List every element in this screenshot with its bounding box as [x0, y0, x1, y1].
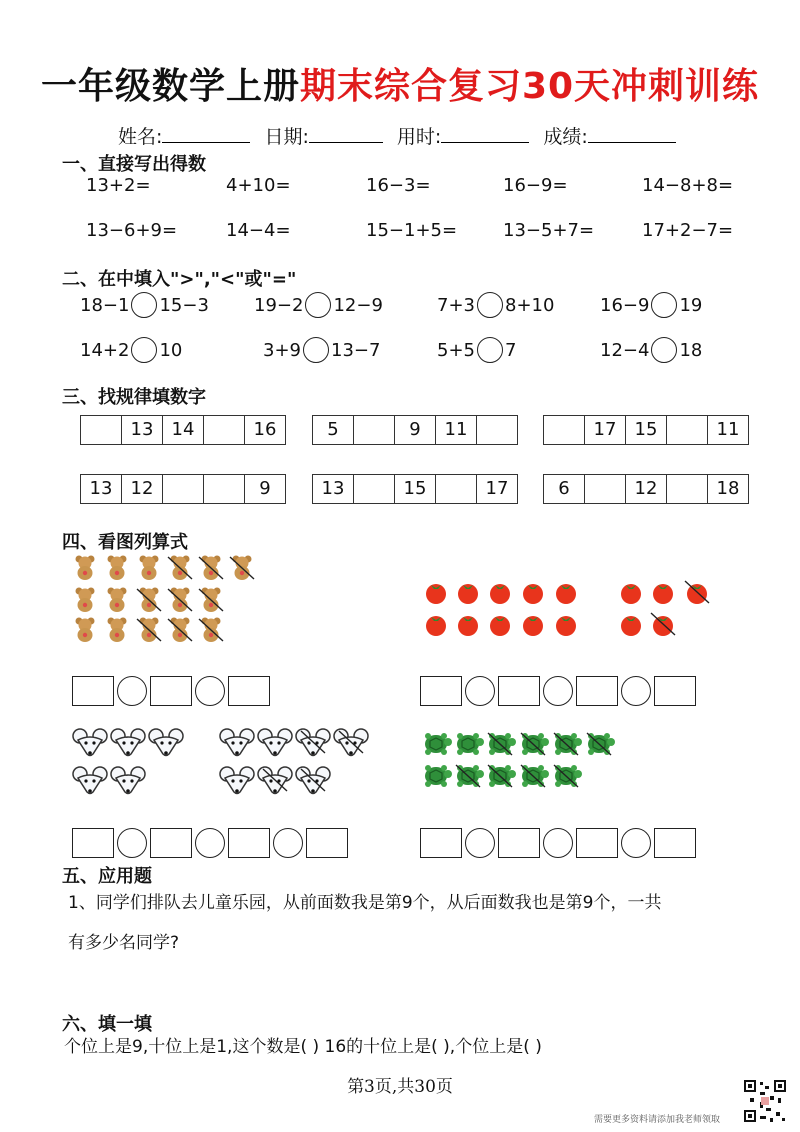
seq-cell[interactable]: 11	[707, 416, 748, 444]
seq-cell[interactable]: 5	[327, 419, 339, 440]
page-number: 第3页,共30页	[347, 1077, 453, 1097]
qr-caption: 需要更多资料请添加我老师领取	[594, 1115, 721, 1125]
title-black: 一年级数学上册	[40, 66, 300, 107]
word-problem-line-2: 有多少名同学?	[68, 933, 180, 953]
equation-row	[420, 828, 699, 858]
operator-circle[interactable]	[273, 828, 303, 858]
s1-problem: 17+2−7=	[642, 220, 734, 241]
s1-problem: 16−9=	[503, 175, 568, 196]
seq-cell[interactable]: 16	[244, 416, 285, 444]
s1-problem: 14−4=	[226, 220, 291, 241]
title-red: 期末综合复习30天冲刺训练	[299, 66, 760, 107]
section-3-heading: 三、找规律填数字	[62, 387, 206, 408]
operator-circle[interactable]	[465, 828, 495, 858]
answer-box[interactable]	[72, 828, 114, 858]
seq-cell[interactable]: 17	[584, 416, 625, 444]
seq-cell[interactable]: 15	[625, 416, 666, 444]
answer-box[interactable]	[150, 676, 192, 706]
seq-cell[interactable]: 12	[625, 475, 666, 503]
compare-right: 18	[679, 339, 703, 361]
word-problem-line-1: 1、同学们排队去儿童乐园，从前面数我是第9个，从后面数我也是第9个，一共	[68, 893, 662, 913]
s1-problem: 13−5+7=	[503, 220, 595, 241]
operator-circle[interactable]	[117, 676, 147, 706]
answer-box[interactable]	[576, 828, 618, 858]
compare-right: 12−9	[333, 294, 383, 316]
s1-problem: 15−1+5=	[366, 220, 458, 241]
turtle-group	[425, 733, 615, 787]
operator-circle[interactable]	[543, 828, 573, 858]
seq-cell[interactable]: 18	[707, 475, 748, 503]
compare-left: 14+2	[80, 339, 130, 361]
s1-problem: 14−8+8=	[642, 175, 734, 196]
name-label: 姓名:	[118, 126, 163, 148]
section-5-heading: 五、应用题	[62, 866, 152, 887]
operator-circle[interactable]	[621, 828, 651, 858]
fill-blank-line: 个位上是9,十位上是1,这个数是( ) 16的十位上是( ),个位上是( )	[64, 1037, 542, 1057]
s1-problem: 13+2=	[86, 175, 151, 196]
operator-circle[interactable]	[621, 676, 651, 706]
compare-left: 19−2	[254, 294, 304, 316]
s1-problem: 16−3=	[366, 175, 431, 196]
section-2-heading: 二、在中填入">","<"或"="	[62, 269, 297, 290]
seq-cell[interactable]: 13	[321, 478, 345, 499]
section-1-heading: 一、直接写出得数	[62, 154, 206, 175]
compare-left: 5+5	[437, 339, 475, 361]
s1-problem: 4+10=	[226, 175, 291, 196]
compare-right: 19	[679, 294, 703, 316]
seq-cell[interactable]: 15	[394, 475, 435, 503]
seq-cell[interactable]: 12	[121, 475, 162, 503]
compare-left: 3+9	[263, 339, 301, 361]
time-label: 用时:	[396, 126, 442, 148]
answer-box[interactable]	[420, 676, 462, 706]
seq-cell[interactable]: 9	[244, 475, 285, 503]
answer-box[interactable]	[576, 676, 618, 706]
operator-circle[interactable]	[465, 676, 495, 706]
compare-right: 8+10	[505, 294, 555, 316]
operator-circle[interactable]	[543, 676, 573, 706]
compare-left: 12−4	[600, 339, 650, 361]
tomato-group	[426, 581, 709, 636]
equation-row	[420, 676, 699, 706]
seq-cell[interactable]: 13	[121, 416, 162, 444]
seq-cell[interactable]: 17	[476, 475, 517, 503]
seq-cell[interactable]: 6	[558, 478, 570, 499]
section-6-heading: 六、填一填	[62, 1014, 152, 1035]
qr-code-icon	[742, 1078, 788, 1124]
s1-problem: 13−6+9=	[86, 220, 178, 241]
answer-box[interactable]	[498, 828, 540, 858]
answer-box[interactable]	[420, 828, 462, 858]
answer-box[interactable]	[498, 676, 540, 706]
equation-row	[72, 676, 273, 706]
answer-box[interactable]	[72, 676, 114, 706]
seq-cell[interactable]: 14	[162, 416, 203, 444]
equation-row	[72, 828, 351, 858]
compare-left: 16−9	[600, 294, 650, 316]
compare-left: 18−1	[80, 294, 130, 316]
answer-box[interactable]	[654, 676, 696, 706]
operator-circle[interactable]	[195, 828, 225, 858]
seq-cell[interactable]: 9	[394, 416, 435, 444]
seq-cell[interactable]: 13	[89, 478, 113, 499]
answer-box[interactable]	[150, 828, 192, 858]
operator-circle[interactable]	[195, 676, 225, 706]
score-label: 成绩:	[543, 126, 588, 148]
compare-right: 13−7	[331, 339, 381, 361]
section-4-heading: 四、看图列算式	[62, 532, 188, 553]
compare-left: 7+3	[437, 294, 475, 316]
compare-right: 15−3	[159, 294, 209, 316]
mouse-group	[73, 729, 368, 794]
operator-circle[interactable]	[117, 828, 147, 858]
answer-box[interactable]	[228, 828, 270, 858]
compare-right: 10	[159, 339, 183, 361]
answer-box[interactable]	[306, 828, 348, 858]
seq-cell[interactable]: 11	[435, 416, 476, 444]
answer-box[interactable]	[228, 676, 270, 706]
compare-right: 7	[505, 339, 517, 361]
answer-box[interactable]	[654, 828, 696, 858]
bear-group	[76, 556, 255, 643]
date-label: 日期:	[264, 126, 309, 148]
